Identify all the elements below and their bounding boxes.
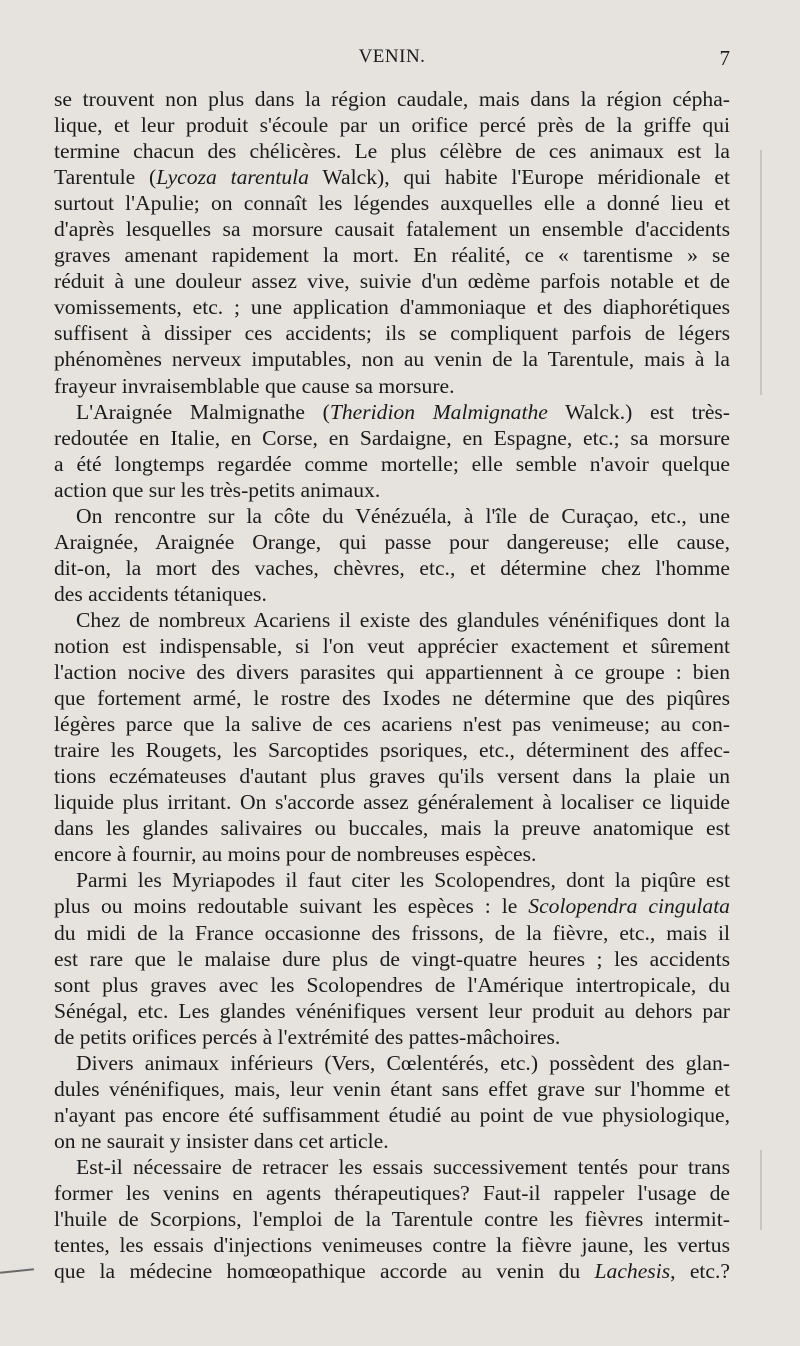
text-line: Est-il nécessaire de retracer les essais successivement tentés pour trans [76, 1154, 730, 1179]
text-line: notion est indispensable, si l'on veut apprécier exactement et sûrement [54, 633, 730, 658]
running-head: VENIN. [358, 46, 426, 67]
text-line: des accidents tétaniques. [54, 581, 267, 606]
text-line: suffisent à dissiper ces accidents; ils se compliquent parfois de légers [54, 321, 730, 346]
body-text [54, 86, 730, 1284]
text-line: l'action nocive des divers parasites qui appartiennent à ce groupe : bien [54, 660, 730, 685]
text-line: que fortement armé, le rostre des Ixodes ne détermine que des piqûres [54, 686, 730, 711]
text-line: former les venins en agents thérapeutiques? Faut-il rappeler l'usage de [54, 1180, 730, 1205]
text-line: on ne saurait y insister dans cet article. [54, 1128, 389, 1153]
text-line: Chez de nombreux Acariens il existe des glandules vénénifiques dont la [76, 607, 730, 632]
text-line: tentes, les essais d'injections venimeuses contre la fièvre jaune, les vertus [54, 1233, 730, 1258]
text-line: légères parce que la salive de ces acariens n'est pas venimeuse; au con- [54, 712, 730, 737]
text-line: tions eczémateuses d'autant plus graves qu'ils versent dans la plaie un [54, 764, 730, 789]
text-line: que la médecine homœopathique accorde au venin du Lachesis, etc.? [54, 1259, 730, 1284]
text-line: réduit à une douleur assez vive, suivie d'un œdème parfois notable et de [54, 269, 730, 294]
text-line: On rencontre sur la côte du Vénézuéla, à l'île de Curaçao, etc., une [76, 503, 730, 528]
text-line: dules vénénifiques, mais, leur venin étant sans effet grave sur l'homme et [54, 1076, 730, 1101]
text-line: l'huile de Scorpions, l'emploi de la Tarentule contre les fièvres intermit- [54, 1207, 730, 1232]
text-line: redoutée en Italie, en Corse, en Sardaigne, en Espagne, etc.; sa morsure [54, 425, 730, 450]
text-line: action que sur les très-petits animaux. [54, 477, 381, 502]
text-line: du midi de la France occasionne des frissons, de la fièvre, etc., mais il [54, 920, 730, 945]
page-header [54, 46, 730, 76]
text-line: Tarentule (Lycoza tarentula Walck), qui habite l'Europe méridionale et [54, 165, 730, 190]
text-line: est rare que le malaise dure plus de vingt-quatre heures ; les accidents [54, 946, 730, 971]
text-line: plus ou moins redoutable suivant les espèces : le Scolopendra cingulata [54, 894, 730, 919]
show-through-mark [760, 1150, 762, 1230]
text-line: surtout l'Apulie; on connaît les légendes auxquelles elle a donné lieu et [54, 191, 730, 216]
text-line: L'Araignée Malmignathe (Theridion Malmignathe Walck.) est très- [76, 399, 730, 424]
page-number: 7 [719, 46, 730, 70]
text-line: sont plus graves avec les Scolopendres de l'Amérique intertropicale, du [54, 972, 730, 997]
text-line: dans les glandes salivaires ou buccales, mais la preuve anatomique est [54, 816, 730, 841]
text-line: graves amenant rapidement la mort. En réalité, ce « tarentisme » se [54, 243, 730, 268]
text-line: Divers animaux inférieurs (Vers, Cœlentérés, etc.) possèdent des glan- [76, 1050, 730, 1075]
text-line: encore à fournir, au moins pour de nombreuses espèces. [54, 842, 537, 867]
text-line: dit-on, la mort des vaches, chèvres, etc., et détermine chez l'homme [54, 555, 730, 580]
text-line: phénomènes nerveux imputables, non au venin de la Tarentule, mais à la [54, 347, 730, 372]
text-line: Sénégal, etc. Les glandes vénénifiques versent leur produit au dehors par [54, 998, 730, 1023]
text-line: d'après lesquelles sa morsure causait fatalement un ensemble d'accidents [54, 217, 730, 242]
text-line: frayeur invraisemblable que cause sa morsure. [54, 373, 455, 398]
text-line: Araignée, Araignée Orange, qui passe pour dangereuse; elle cause, [54, 529, 730, 554]
text-line: termine chacun des chélicères. Le plus célèbre de ces animaux est la [54, 139, 730, 164]
text-line: se trouvent non plus dans la région caudale, mais dans la région cépha- [54, 87, 730, 111]
text-line: vomissements, etc. ; une application d'ammoniaque et des diaphorétiques [54, 295, 730, 320]
text-line: liquide plus irritant. On s'accorde assez généralement à localiser ce liquide [54, 790, 730, 815]
text-line: Parmi les Myriapodes il faut citer les Scolopendres, dont la piqûre est [76, 868, 730, 893]
text-line: de petits orifices percés à l'extrémité des pattes-mâchoires. [54, 1024, 561, 1049]
text-line: lique, et leur produit s'écoule par un orifice percé près de la griffe qui [54, 113, 730, 138]
margin-mark [0, 1268, 34, 1274]
text-line: a été longtemps regardée comme mortelle; elle semble n'avoir quelque [54, 451, 730, 476]
text-line: traire les Rougets, les Sarcoptides psoriques, etc., déterminent des affec- [54, 738, 730, 763]
text-line: n'ayant pas encore été suffisamment étudié au point de vue physiologique, [54, 1102, 730, 1127]
show-through-mark [760, 150, 762, 395]
